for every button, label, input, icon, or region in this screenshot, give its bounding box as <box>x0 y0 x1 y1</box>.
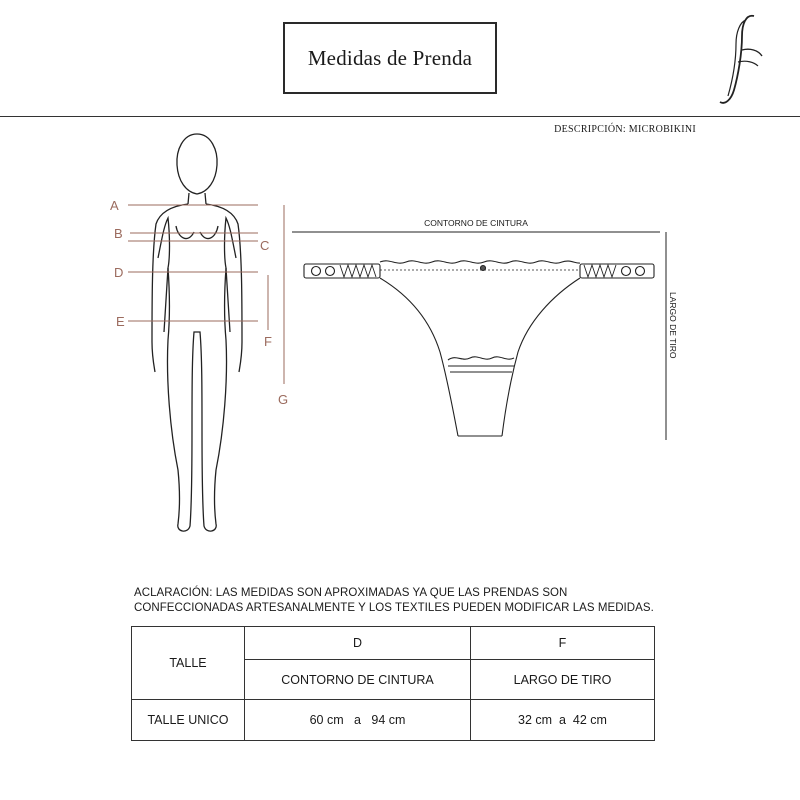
body-letter-b: B <box>114 226 123 241</box>
col-name-largo: LARGO DE TIRO <box>471 660 655 700</box>
size-table <box>131 626 655 741</box>
row-talle: TALLE UNICO <box>132 700 245 741</box>
page-title: Medidas de Prenda <box>307 45 473 70</box>
row-value-largo: 32 cm a 42 cm <box>471 700 655 741</box>
body-letter-g: G <box>278 392 289 407</box>
garment-description: DESCRIPCIÓN: MICROBIKINI <box>554 124 696 135</box>
garment-width-label: CONTORNO DE CINTURA <box>424 218 528 228</box>
microbikini-drawing <box>304 261 654 436</box>
body-letter-d: D <box>114 265 124 280</box>
col-letter-d: D <box>245 627 471 660</box>
col-name-contorno: CONTORNO DE CINTURA <box>245 660 471 700</box>
body-letter-e: E <box>116 314 125 329</box>
col-letter-f: F <box>471 627 655 660</box>
body-measure-lines <box>128 205 284 384</box>
table-row <box>132 627 655 660</box>
table-row <box>132 700 655 741</box>
garment-height-label: LARGO DE TIRO <box>668 292 678 359</box>
talle-header: TALLE <box>132 627 245 700</box>
disclaimer-note: ACLARACIÓN: LAS MEDIDAS SON APROXIMADAS YA QUE LAS PRENDAS SON CONFECCIONADAS ARTESANALMENTE Y LOS TEXTILES PUEDEN MODIFICAR LAS MEDIDAS. <box>134 587 654 614</box>
row-value-contorno: 60 cm a 94 cm <box>245 700 471 741</box>
body-silhouette <box>152 134 242 531</box>
body-letter-c: C <box>260 238 270 253</box>
body-letter-f: F <box>264 334 272 349</box>
body-letter-a: A <box>110 198 119 213</box>
